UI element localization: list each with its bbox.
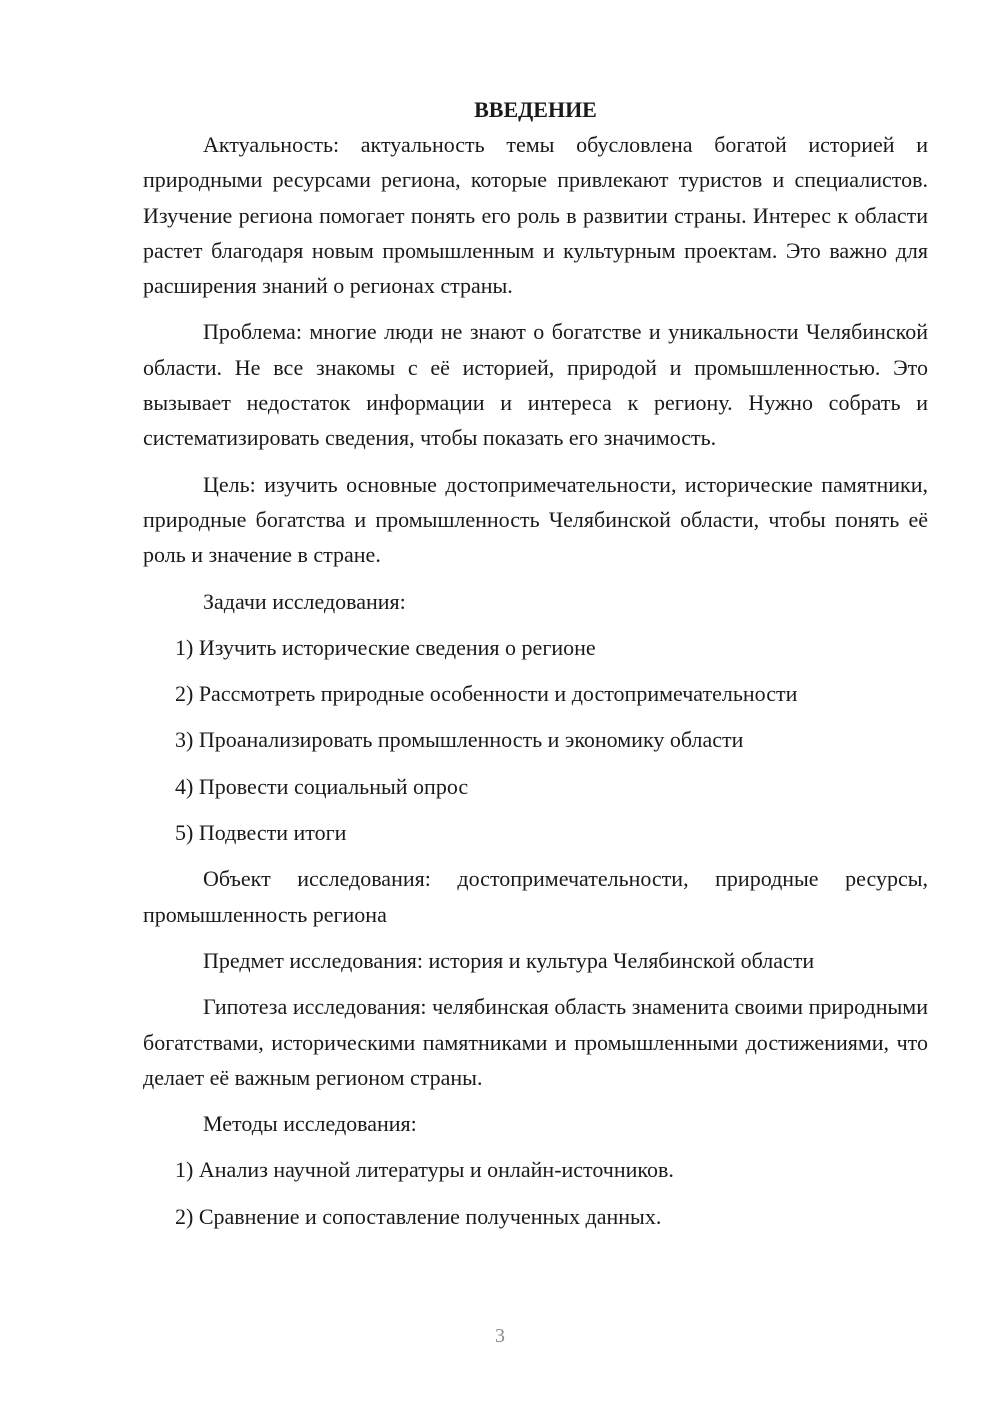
methods-list (143, 1152, 928, 1234)
task-item: 2) Рассмотреть природные особенности и достопримечательности (175, 681, 798, 707)
tasks-heading: Задачи исследования: (203, 588, 406, 614)
object-paragraph: Объект исследования: достопримечательности, природные ресурсы, промышленность региона (143, 866, 928, 927)
subject-paragraph: Предмет исследования: история и культура Челябинской области (203, 947, 815, 973)
relevance-paragraph: Актуальность: актуальность темы обусловлена богатой историей и природными ресурсами региона, которые привлекают туристов и специалистов. Изучение региона помогает понять его роль в развитии страны. Интерес к области растет благодаря новым промышленным и культурным проектам. Это важно для расширения знаний о регионах страны. (143, 132, 928, 299)
goal-paragraph: Цель: изучить основные достопримечательности, исторические памятники, природные богатства и промышленность Челябинской области, чтобы понять её роль и значение в стране. (143, 471, 928, 568)
methods-heading: Методы исследования: (203, 1111, 417, 1137)
problem-paragraph: Проблема: многие люди не знают о богатстве и уникальности Челябинской области. Не все знакомы с её историей, природой и промышленностью. Это вызывает недостаток информации и интереса к региону. Нужно собрать и систематизировать сведения, чтобы показать его значимость. (143, 319, 928, 451)
task-item: 5) Подвести итоги (175, 820, 347, 846)
document-page (143, 95, 928, 1245)
task-item: 4) Провести социальный опрос (175, 773, 469, 799)
task-item: 3) Проанализировать промышленность и экономику области (175, 727, 744, 753)
method-item: 1) Анализ научной литературы и онлайн-источников. (175, 1157, 674, 1183)
hypothesis-paragraph: Гипотеза исследования: челябинская область знаменита своими природными богатствами, историческими памятниками и промышленными достижениями, что делает её важным регионом страны. (143, 994, 928, 1090)
section-title: ВВЕДЕНИЕ (474, 97, 597, 122)
method-item: 2) Сравнение и сопоставление полученных данных. (175, 1203, 662, 1229)
tasks-list (143, 630, 928, 850)
task-item: 1) Изучить исторические сведения о регионе (175, 634, 596, 660)
page-number: 3 (495, 1325, 505, 1347)
